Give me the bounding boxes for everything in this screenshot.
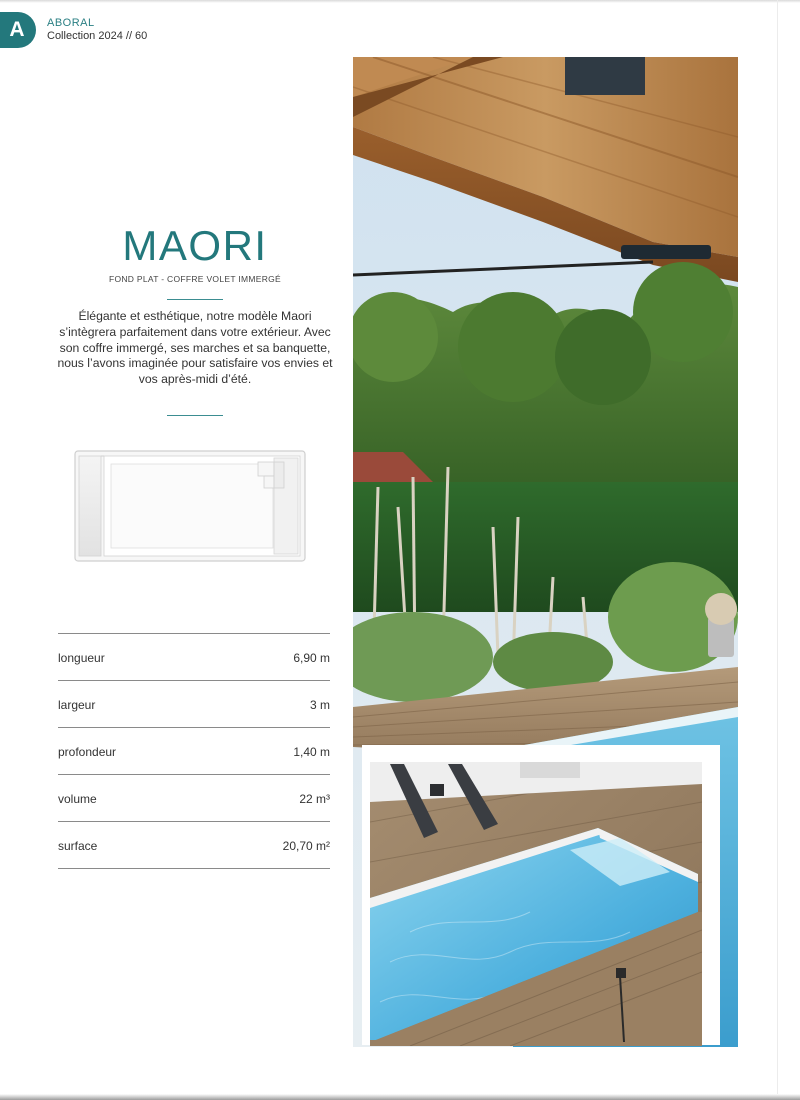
spec-row [58, 727, 330, 774]
pool-aerial-deck-photo [370, 762, 702, 1046]
pool-plan-illustration [74, 450, 306, 562]
product-title: MAORI [122, 222, 268, 269]
page-edge [0, 1094, 800, 1100]
spec-label: profondeur [58, 745, 117, 759]
spec-label: volume [58, 792, 97, 806]
spec-label: longueur [58, 651, 105, 665]
specs-table [58, 633, 330, 869]
spec-row [58, 680, 330, 727]
spec-value: 1,40 m [293, 745, 330, 759]
spec-row [58, 774, 330, 821]
section-letter: A [9, 18, 25, 41]
spec-label: surface [58, 839, 98, 853]
spec-label: largeur [58, 698, 96, 712]
product-description: Élégante et esthétique, notre modèle Maori s’intègrera parfaitement dans votre extérieur. Avec son coffre immergé, ses marches et sa banquette, nous l’avons imaginée pour satisfaire vos envies et vos après-midi d’été. [57, 309, 333, 387]
spec-value: 6,90 m [293, 651, 330, 665]
spec-value: 3 m [309, 698, 330, 712]
divider [167, 299, 223, 300]
brand-name: ABORAL [47, 17, 95, 29]
page-edge [0, 0, 800, 3]
collection-page-number: Collection 2024 // 60 [47, 30, 148, 42]
spec-row [58, 633, 330, 680]
divider [167, 415, 223, 416]
spec-row [58, 821, 330, 869]
product-subtitle: FOND PLAT - COFFRE VOLET IMMERGÉ [108, 274, 282, 284]
spec-value: 20,70 m² [282, 839, 330, 853]
spec-value: 22 m³ [299, 792, 330, 806]
section-tab [0, 12, 36, 48]
page-edge [777, 0, 778, 1100]
